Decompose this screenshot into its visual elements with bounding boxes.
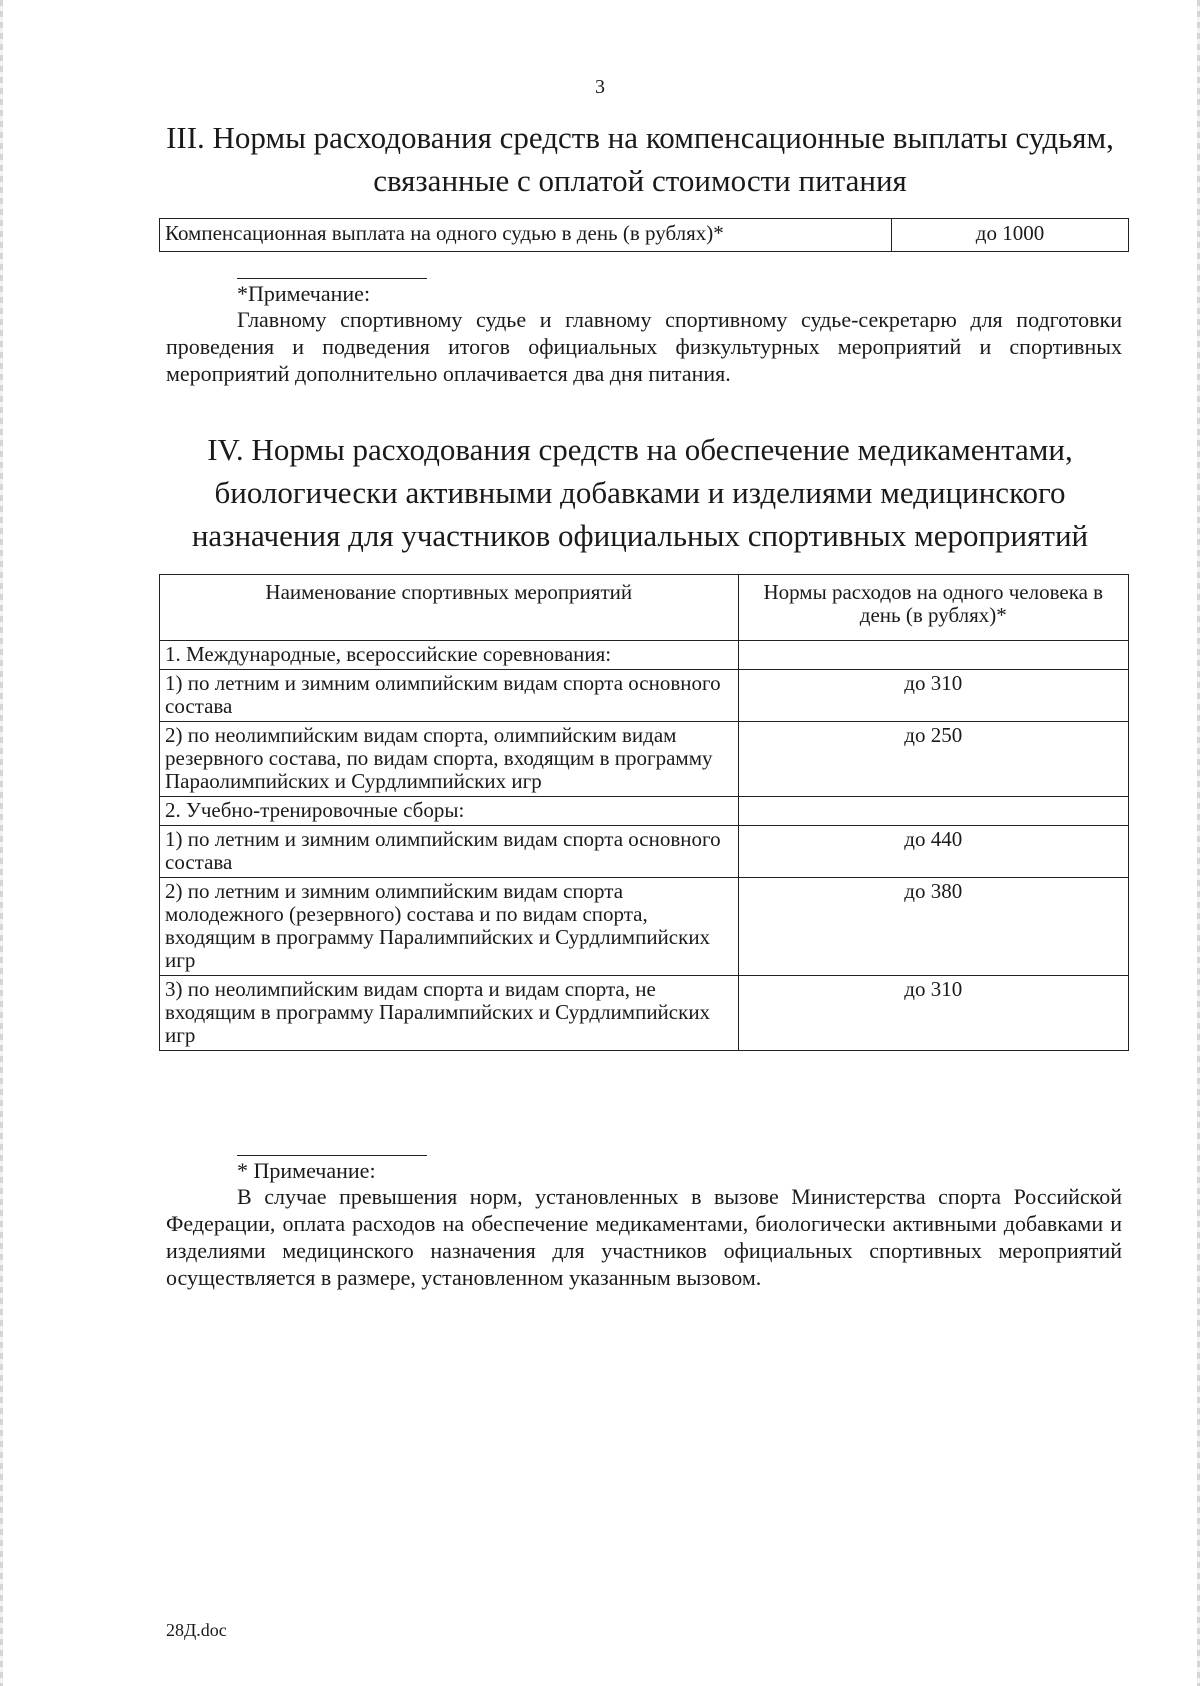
table-row (160, 797, 1129, 826)
table-cell-label: 1) по летним и зимним олимпийским видам спорта основного состава (160, 826, 739, 878)
table-row (160, 976, 1129, 1051)
table-row (160, 641, 1129, 670)
table-cell-label: 1) по летним и зимним олимпийским видам спорта основного состава (160, 670, 739, 722)
section-4-title-line: назначения для участников официальных спортивных мероприятий (191, 518, 1089, 553)
table-cell-label: 2) по неолимпийским видам спорта, олимпийским видам резервного состава, по видам спорта, входящим в программу Параолимпийских и Сурдлимпийских игр (160, 722, 739, 797)
table-cell-label: 2. Учебно-тренировочные сборы: (160, 797, 739, 826)
page-number: 3 (595, 76, 605, 98)
footnote-rule (237, 278, 427, 279)
table-cell-value (738, 797, 1128, 826)
table-row (160, 722, 1129, 797)
table-cell-value: до 380 (738, 878, 1128, 976)
table-cell-label: 3) по неолимпийским видам спорта и видам спорта, не входящим в программу Паралимпийских и Сурдлимпийских игр (160, 976, 739, 1051)
table-cell-label: Компенсационная выплата на одного судью в день (в рублях)* (160, 219, 892, 252)
table-header-cell: Наименование спортивных мероприятий (160, 575, 739, 641)
table-cell-value: до 310 (738, 670, 1128, 722)
table-header-row (160, 575, 1129, 641)
table-cell-value: до 1000 (892, 219, 1129, 252)
file-name-footer: 28Д.doc (166, 1620, 227, 1640)
table-cell-label: 1. Международные, всероссийские соревнования: (160, 641, 739, 670)
section-3-title-line: связанные с оплатой стоимости питания (373, 163, 907, 198)
section-4-title-line: IV. Нормы расходования средств на обеспечение медикаментами, (207, 432, 1073, 467)
table-row (160, 878, 1129, 976)
table-row (160, 670, 1129, 722)
table-header-cell: Нормы расходов на одного человека в день (в рублях)* (738, 575, 1128, 641)
table-row (160, 826, 1129, 878)
table-cell-label: 2) по летним и зимним олимпийским видам спорта молодежного (резервного) состава и по видам спорта, входящим в программу Паралимпийских и Сурдлимпийских игр (160, 878, 739, 976)
table-cell-value (738, 641, 1128, 670)
section-4-title-line: биологически активными добавками и изделиями медицинского (214, 475, 1066, 510)
footnote-text: Главному спортивному судье и главному спортивному судье-секретарю для подготовки проведения и подведения итогов официальных физкультурных мероприятий и спортивных мероприятий дополнительно оплачивается два дня питания. (166, 307, 1122, 386)
medications-norms-table (159, 574, 1129, 1051)
table-cell-value: до 250 (738, 722, 1128, 797)
section-4-title (150, 428, 1130, 557)
table-cell-value: до 440 (738, 826, 1128, 878)
table-row (160, 219, 1129, 252)
footnote-label: *Примечание: (237, 281, 371, 306)
table-cell-value: до 310 (738, 976, 1128, 1051)
scan-edge-left (0, 0, 3, 1686)
footnote-label: * Примечание: (237, 1158, 376, 1183)
judges-compensation-table (159, 218, 1129, 252)
section-3-title-line: III. Нормы расходования средств на компенсационные выплаты судьям, (166, 120, 1114, 155)
footnote-rule (237, 1155, 427, 1156)
section-3-title (150, 116, 1130, 202)
footnote-text: В случае превышения норм, установленных в вызове Министерства спорта Российской Федерации, оплата расходов на обеспечение медикаментами, биологически активными добавками и изделиями медицинского назначения для участников официальных спортивных мероприятий осуществляется в размере, установленном указанным вызовом. (166, 1184, 1122, 1290)
